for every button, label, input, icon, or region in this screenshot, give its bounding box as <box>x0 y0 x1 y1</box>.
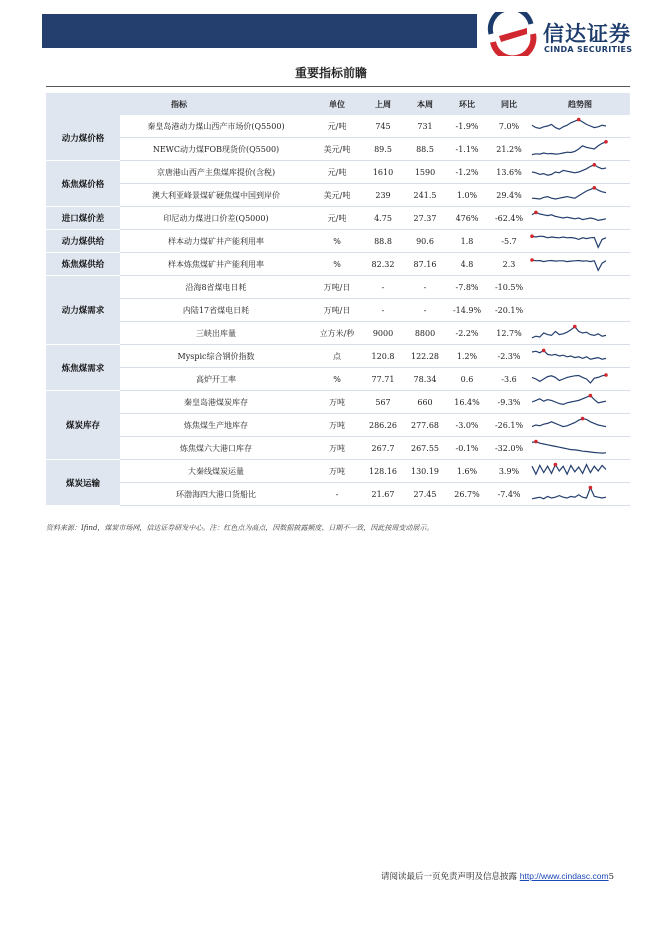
trend-cell <box>530 230 630 253</box>
last-week-cell: 89.5 <box>362 138 404 161</box>
yoy-cell: -26.1% <box>488 414 530 437</box>
last-week-cell: 239 <box>362 184 404 207</box>
unit-cell: % <box>312 230 362 253</box>
indicator-cell: 印尼动力煤进口价差(Q5000) <box>120 207 312 230</box>
this-week-cell: 241.5 <box>404 184 446 207</box>
col-header-wow: 环比 <box>446 93 488 115</box>
last-week-cell: - <box>362 276 404 299</box>
this-week-cell: 1590 <box>404 161 446 184</box>
yoy-cell: -20.1% <box>488 299 530 322</box>
indicator-cell: 秦皇岛港煤炭库存 <box>120 391 312 414</box>
last-week-cell: 120.8 <box>362 345 404 368</box>
wow-cell: -3.0% <box>446 414 488 437</box>
yoy-cell: 3.9% <box>488 460 530 483</box>
table-row <box>46 345 630 368</box>
logo-mark-icon <box>487 12 539 56</box>
trend-cell <box>530 184 630 207</box>
unit-cell: 元/吨 <box>312 115 362 138</box>
unit-cell: 万吨 <box>312 414 362 437</box>
category-label: 煤炭库存 <box>46 391 120 460</box>
this-week-cell: 27.45 <box>404 483 446 506</box>
indicator-cell: 环渤海四大港口货船比 <box>120 483 312 506</box>
wow-cell: -1.2% <box>446 161 488 184</box>
indicator-cell: 样本炼焦煤矿井产能利用率 <box>120 253 312 276</box>
unit-cell: 万吨 <box>312 391 362 414</box>
sparkline-chart <box>530 139 608 159</box>
trend-cell <box>530 115 630 138</box>
sparkline-chart <box>530 208 608 228</box>
sparkline-chart <box>530 461 608 481</box>
table-row <box>46 414 630 437</box>
wow-cell: -1.1% <box>446 138 488 161</box>
last-week-cell: 9000 <box>362 322 404 345</box>
sparkline-chart <box>530 484 608 504</box>
last-week-cell: 1610 <box>362 161 404 184</box>
table-row <box>46 276 630 299</box>
table-row <box>46 161 630 184</box>
sparkline-high-point <box>530 258 534 262</box>
last-week-cell: 128.16 <box>362 460 404 483</box>
sparkline-high-point <box>589 486 593 490</box>
last-week-cell: 567 <box>362 391 404 414</box>
sparkline-chart <box>530 369 608 389</box>
sparkline-high-point <box>534 211 538 215</box>
indicator-cell: 澳大利亚峰景煤矿硬焦煤中国到岸价 <box>120 184 312 207</box>
trend-cell <box>530 161 630 184</box>
wow-cell: 1.6% <box>446 460 488 483</box>
sparkline-chart <box>530 346 608 366</box>
unit-cell: 万吨/日 <box>312 299 362 322</box>
table-row <box>46 368 630 391</box>
last-week-cell: 267.7 <box>362 437 404 460</box>
indicator-cell: 高炉开工率 <box>120 368 312 391</box>
yoy-cell: -32.0% <box>488 437 530 460</box>
indicator-cell: 内陆17省煤电日耗 <box>120 299 312 322</box>
last-week-cell: 77.71 <box>362 368 404 391</box>
sparkline-high-point <box>534 440 538 444</box>
category-label: 动力煤价格 <box>46 115 120 161</box>
category-label: 动力煤需求 <box>46 276 120 345</box>
wow-cell: -14.9% <box>446 299 488 322</box>
this-week-cell: 130.19 <box>404 460 446 483</box>
indicator-cell: 京唐港山西产主焦煤库提价(含税) <box>120 161 312 184</box>
unit-cell: 点 <box>312 345 362 368</box>
indicator-cell: 沿海8省煤电日耗 <box>120 276 312 299</box>
wow-cell: -7.8% <box>446 276 488 299</box>
wow-cell: -0.1% <box>446 437 488 460</box>
sparkline-line <box>532 465 606 475</box>
category-label: 煤炭运输 <box>46 460 120 506</box>
logo-text-en: CINDA SECURITIES <box>544 45 633 54</box>
unit-cell: % <box>312 368 362 391</box>
table-row <box>46 391 630 414</box>
wow-cell: 4.8 <box>446 253 488 276</box>
category-label: 动力煤供给 <box>46 230 120 253</box>
yoy-cell: 12.7% <box>488 322 530 345</box>
sparkline-line <box>532 442 606 454</box>
last-week-cell: 745 <box>362 115 404 138</box>
unit-cell: 美元/吨 <box>312 184 362 207</box>
yoy-cell: 7.0% <box>488 115 530 138</box>
wow-cell: 1.8 <box>446 230 488 253</box>
title-divider <box>46 86 630 87</box>
sparkline-high-point <box>593 186 597 190</box>
sparkline-line <box>532 260 606 270</box>
logo-text-cn: 信达证券 <box>543 22 631 46</box>
unit-cell: 立方米/秒 <box>312 322 362 345</box>
sparkline-high-point <box>604 373 608 377</box>
last-week-cell: 82.32 <box>362 253 404 276</box>
yoy-cell: -62.4% <box>488 207 530 230</box>
last-week-cell: 286.26 <box>362 414 404 437</box>
last-week-cell: 88.8 <box>362 230 404 253</box>
wow-cell: 0.6 <box>446 368 488 391</box>
sparkline-chart <box>530 162 608 182</box>
sparkline-chart <box>530 438 608 458</box>
source-note: 资料来源：Ifind，煤炭市场网，信达证券研发中心。注：红色点为高点，因数据披露频度、日期不一致，因此按周变动展示。 <box>46 524 434 532</box>
sparkline-chart <box>530 185 608 205</box>
page-footer <box>381 870 614 882</box>
this-week-cell: 27.37 <box>404 207 446 230</box>
sparkline-high-point <box>589 394 593 398</box>
company-logo <box>487 12 657 56</box>
sparkline-high-point <box>577 118 581 122</box>
wow-cell: 476% <box>446 207 488 230</box>
table-row <box>46 207 630 230</box>
this-week-cell: 731 <box>404 115 446 138</box>
unit-cell: 元/吨 <box>312 161 362 184</box>
trend-cell <box>530 437 630 460</box>
yoy-cell: -7.4% <box>488 483 530 506</box>
table-row <box>46 460 630 483</box>
footer-disclaimer: 请阅读最后一页免责声明及信息披露 <box>381 872 520 882</box>
last-week-cell: 21.67 <box>362 483 404 506</box>
indicator-cell: NEWC动力煤FOB现货价(Q5500) <box>120 138 312 161</box>
this-week-cell: - <box>404 299 446 322</box>
sparkline-high-point <box>573 325 577 329</box>
table-row <box>46 138 630 161</box>
table-row <box>46 184 630 207</box>
yoy-cell: -9.3% <box>488 391 530 414</box>
this-week-cell: 78.34 <box>404 368 446 391</box>
yoy-cell: -10.5% <box>488 276 530 299</box>
sparkline-chart <box>530 392 608 412</box>
table-row <box>46 230 630 253</box>
trend-cell <box>530 345 630 368</box>
indicator-cell: 样本动力煤矿井产能利用率 <box>120 230 312 253</box>
category-label: 炼焦煤价格 <box>46 161 120 207</box>
yoy-cell: -3.6 <box>488 368 530 391</box>
sparkline-chart <box>530 323 608 343</box>
sparkline-line <box>532 419 606 427</box>
yoy-cell: -5.7 <box>488 230 530 253</box>
table-row <box>46 483 630 506</box>
indicator-cell: 大秦线煤炭运量 <box>120 460 312 483</box>
sparkline-line <box>532 327 606 338</box>
trend-cell <box>530 368 630 391</box>
table-header-row <box>46 93 630 115</box>
trend-cell <box>530 460 630 483</box>
col-header-last-week: 上周 <box>362 93 404 115</box>
wow-cell: 26.7% <box>446 483 488 506</box>
sparkline-chart <box>530 231 608 251</box>
indicator-cell: 秦皇岛港动力煤山西产市场价(Q5500) <box>120 115 312 138</box>
trend-cell <box>530 138 630 161</box>
trend-cell <box>530 322 630 345</box>
last-week-cell: - <box>362 299 404 322</box>
sparkline-line <box>532 396 606 405</box>
trend-cell <box>530 207 630 230</box>
wow-cell: 1.2% <box>446 345 488 368</box>
sparkline-high-point <box>581 417 585 421</box>
page-number: 5 <box>608 872 614 882</box>
sparkline-line <box>532 375 606 383</box>
col-header-yoy: 同比 <box>488 93 530 115</box>
category-label: 进口煤价差 <box>46 207 120 230</box>
unit-cell: 万吨 <box>312 460 362 483</box>
indicator-cell: 三峡出库量 <box>120 322 312 345</box>
unit-cell: 美元/吨 <box>312 138 362 161</box>
sparkline-line <box>532 212 606 220</box>
indicator-table <box>46 93 630 506</box>
table-row <box>46 299 630 322</box>
unit-cell: 万吨/日 <box>312 276 362 299</box>
col-header-unit: 单位 <box>312 93 362 115</box>
yoy-cell: -2.3% <box>488 345 530 368</box>
trend-cell <box>530 299 630 322</box>
sparkline-high-point <box>604 140 608 144</box>
this-week-cell: 122.28 <box>404 345 446 368</box>
sparkline-high-point <box>530 234 534 238</box>
table-row <box>46 253 630 276</box>
sparkline-line <box>532 120 606 130</box>
wow-cell: 1.0% <box>446 184 488 207</box>
category-label: 炼焦煤供给 <box>46 253 120 276</box>
this-week-cell: 87.16 <box>404 253 446 276</box>
sparkline-chart <box>530 415 608 435</box>
trend-cell <box>530 253 630 276</box>
this-week-cell: 660 <box>404 391 446 414</box>
sparkline-line <box>532 488 606 499</box>
header-bar <box>42 14 477 48</box>
indicator-cell: 炼焦煤六大港口库存 <box>120 437 312 460</box>
table-body <box>46 115 630 506</box>
footer-link[interactable]: http://www.cindasc.com <box>519 871 609 881</box>
this-week-cell: 267.55 <box>404 437 446 460</box>
this-week-cell: - <box>404 276 446 299</box>
wow-cell: -2.2% <box>446 322 488 345</box>
yoy-cell: 13.6% <box>488 161 530 184</box>
category-label: 炼焦煤需求 <box>46 345 120 391</box>
this-week-cell: 8800 <box>404 322 446 345</box>
sparkline-high-point <box>593 163 597 167</box>
this-week-cell: 88.5 <box>404 138 446 161</box>
table-row <box>46 115 630 138</box>
table-row <box>46 322 630 345</box>
sparkline-high-point <box>542 349 546 353</box>
sparkline-high-point <box>554 463 558 467</box>
this-week-cell: 277.68 <box>404 414 446 437</box>
yoy-cell: 29.4% <box>488 184 530 207</box>
sparkline-line <box>532 142 606 155</box>
wow-cell: 16.4% <box>446 391 488 414</box>
indicator-cell: Myspic综合钢价指数 <box>120 345 312 368</box>
this-week-cell: 90.6 <box>404 230 446 253</box>
unit-cell: 万吨 <box>312 437 362 460</box>
sparkline-chart <box>530 116 608 136</box>
unit-cell: 元/吨 <box>312 207 362 230</box>
yoy-cell: 2.3 <box>488 253 530 276</box>
unit-cell: % <box>312 253 362 276</box>
sparkline-chart <box>530 254 608 274</box>
indicator-cell: 炼焦煤生产地库存 <box>120 414 312 437</box>
trend-cell <box>530 483 630 506</box>
col-header-trend: 趋势图 <box>530 93 630 115</box>
page-title: 重要指标前瞻 <box>294 66 367 80</box>
table-row <box>46 437 630 460</box>
sparkline-line <box>532 236 606 247</box>
trend-cell <box>530 276 630 299</box>
trend-cell <box>530 414 630 437</box>
wow-cell: -1.9% <box>446 115 488 138</box>
unit-cell: - <box>312 483 362 506</box>
col-header-indicator: 指标 <box>46 93 312 115</box>
col-header-this-week: 本周 <box>404 93 446 115</box>
yoy-cell: 21.2% <box>488 138 530 161</box>
last-week-cell: 4.75 <box>362 207 404 230</box>
trend-cell <box>530 391 630 414</box>
